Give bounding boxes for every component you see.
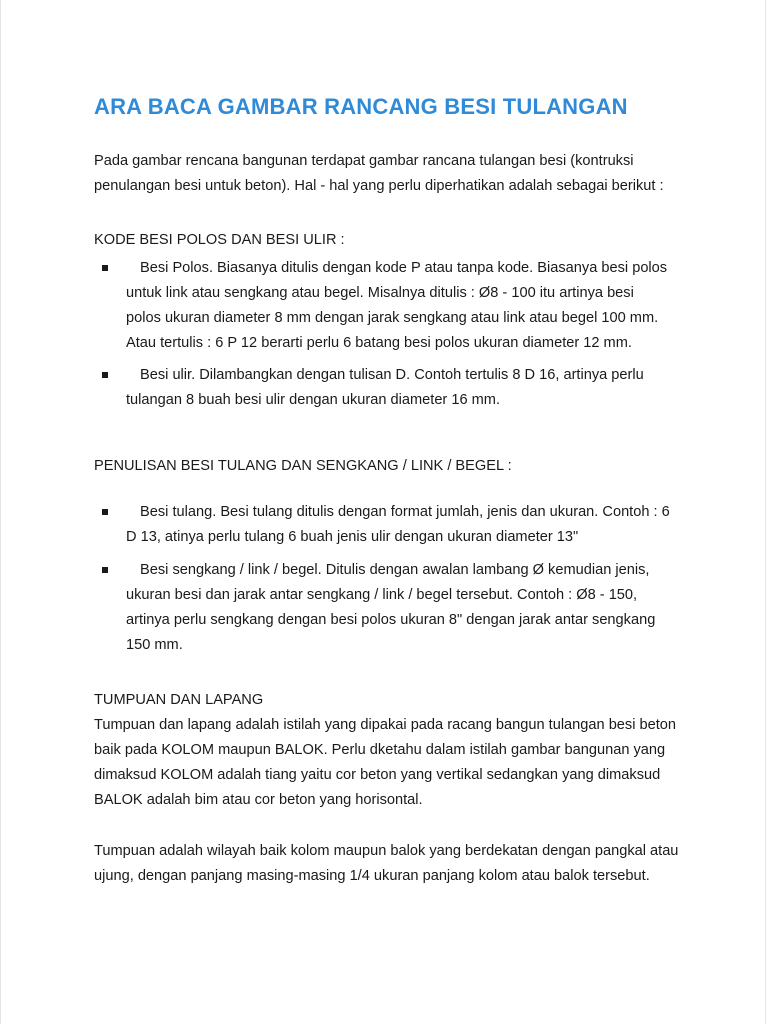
list-item-besi-sengkang [94,558,694,658]
section-heading-tumpuan-lapang: TUMPUAN DAN LAPANG [94,692,264,708]
section-heading-penulisan-besi: PENULISAN BESI TULANG DAN SENGKANG / LINK / BEGEL : [94,458,512,474]
intro-paragraph: Pada gambar rencana bangunan terdapat gambar rancana tulangan besi (kontruksi penulangan besi untuk beton). Hal - hal yang perlu diperhatikan adalah sebagai berikut : [94,153,664,194]
bullet-square-icon [102,567,108,573]
list-item-besi-polos [94,256,694,356]
tumpuan-paragraph-1: Tumpuan dan lapang adalah istilah yang dipakai pada racang bangun tulangan besi beton baik pada KOLOM maupun BALOK. Perlu dketahu dalam istilah gambar bangunan yang dimaksud KOLOM adalah tiang yaitu cor beton yang vertikal sedangkan yang dimaksud BALOK adalah bim atau cor beton yang horisontal. [94,717,677,808]
bullet-square-icon [102,509,108,515]
list-item-text: Besi ulir. Dilambangkan dengan tulisan D. Contoh tertulis 8 D 16, artinya perlu tulangan 8 buah besi ulir dengan ukuran diameter 16 mm. [126,367,644,408]
document-title: ARA BACA GAMBAR RANCANG BESI TULANGAN [94,94,628,119]
bullet-square-icon [102,372,108,378]
list-item-text: Besi sengkang / link / begel. Ditulis dengan awalan lambang Ø kemudian jenis, ukuran besi dan jarak antar sengkang / link / begel tersebut. Contoh : Ø8 - 150, artinya perlu sengkang dengan besi polos ukuran 8" dengan jarak antar sengkang 150 mm. [126,562,656,653]
list-item-besi-tulang [94,500,694,550]
bullet-square-icon [102,265,108,271]
list-item-text: Besi tulang. Besi tulang ditulis dengan format jumlah, jenis dan ukuran. Contoh : 6 D 13, atinya perlu tulang 6 buah jenis ulir dengan ukuran diameter 13" [126,504,670,545]
list-item-besi-ulir [94,363,694,413]
section-heading-kode-besi: KODE BESI POLOS DAN BESI ULIR : [94,232,345,248]
tumpuan-paragraph-2: Tumpuan adalah wilayah baik kolom maupun balok yang berdekatan dengan pangkal atau ujung, dengan panjang masing-masing 1/4 ukuran panjang kolom atau balok tersebut. [94,843,679,884]
list-item-text: Besi Polos. Biasanya ditulis dengan kode P atau tanpa kode. Biasanya besi polos untuk link atau sengkang atau begel. Misalnya ditulis : Ø8 - 100 itu artinya besi polos ukuran diameter 8 mm dengan jarak sengkang atau link atau begel 100 mm. Atau tertulis : 6 P 12 berarti perlu 6 batang besi polos ukuran diameter 12 mm. [126,260,668,351]
